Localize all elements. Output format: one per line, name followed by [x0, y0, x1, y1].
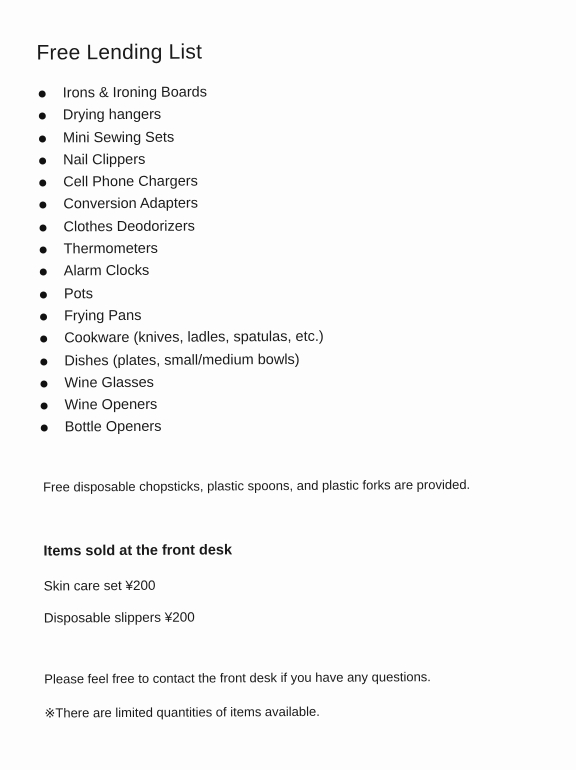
bullet-icon [39, 90, 46, 97]
list-item-label: Pots [63, 285, 93, 303]
bullet-icon [40, 247, 47, 254]
list-item-label: Alarm Clocks [63, 263, 150, 280]
list-item-label: Irons & Ironing Boards [62, 84, 208, 102]
page-title: Free Lending List [36, 40, 203, 65]
list-item-label: Cell Phone Chargers [63, 173, 198, 191]
lending-list [37, 81, 325, 439]
limited-quantity-note: ※There are limited quantities of items available. [44, 703, 320, 721]
bullet-icon [39, 113, 46, 120]
bullet-icon [39, 135, 46, 142]
list-item-label: Wine Openers [64, 396, 158, 414]
list-item-label: Clothes Deodorizers [63, 218, 195, 236]
list-item [39, 393, 325, 417]
bullet-icon [41, 403, 48, 410]
bullet-icon [39, 202, 46, 209]
list-item [37, 192, 323, 216]
list-item-label: Drying hangers [62, 107, 162, 124]
disposables-note: Free disposable chopsticks, plastic spoons, and plastic forks are provided. [43, 476, 471, 495]
bullet-icon [39, 180, 46, 187]
list-item [38, 281, 324, 305]
list-item [38, 237, 324, 261]
list-item [38, 304, 324, 328]
bullet-icon [41, 425, 48, 432]
list-item [38, 348, 324, 372]
list-item [37, 103, 323, 127]
list-item [38, 371, 324, 395]
bullet-icon [39, 224, 46, 231]
list-item-label: Conversion Adapters [63, 196, 199, 213]
list-item-label: Frying Pans [64, 307, 142, 325]
bullet-icon [40, 291, 47, 298]
list-item-label: Mini Sewing Sets [62, 129, 175, 146]
list-item-label: Wine Glasses [64, 374, 154, 392]
sale-item-slippers: Disposable slippers ¥200 [43, 609, 195, 626]
bullet-icon [40, 269, 47, 276]
list-item [37, 170, 323, 194]
list-item [38, 259, 324, 283]
list-item [37, 125, 323, 149]
list-item [38, 326, 324, 350]
list-item-label: Bottle Openers [64, 419, 162, 436]
contact-note: Please feel free to contact the front desk if you have any questions. [44, 669, 431, 687]
bullet-icon [40, 358, 47, 365]
list-item-label: Dishes (plates, small/medium bowls) [64, 351, 300, 369]
bullet-icon [39, 157, 46, 164]
list-item [37, 215, 323, 239]
list-item-label: Nail Clippers [63, 151, 146, 169]
bullet-icon [40, 336, 47, 343]
list-item-label: Cookware (knives, ladles, spatulas, etc.) [64, 329, 324, 347]
list-item [37, 148, 323, 172]
bullet-icon [40, 380, 47, 387]
list-item [37, 81, 323, 105]
sale-item-skin-care: Skin care set ¥200 [43, 577, 156, 594]
list-item [39, 415, 325, 439]
list-item-label: Thermometers [63, 240, 158, 258]
front-desk-heading: Items sold at the front desk [43, 542, 233, 560]
bullet-icon [40, 313, 47, 320]
